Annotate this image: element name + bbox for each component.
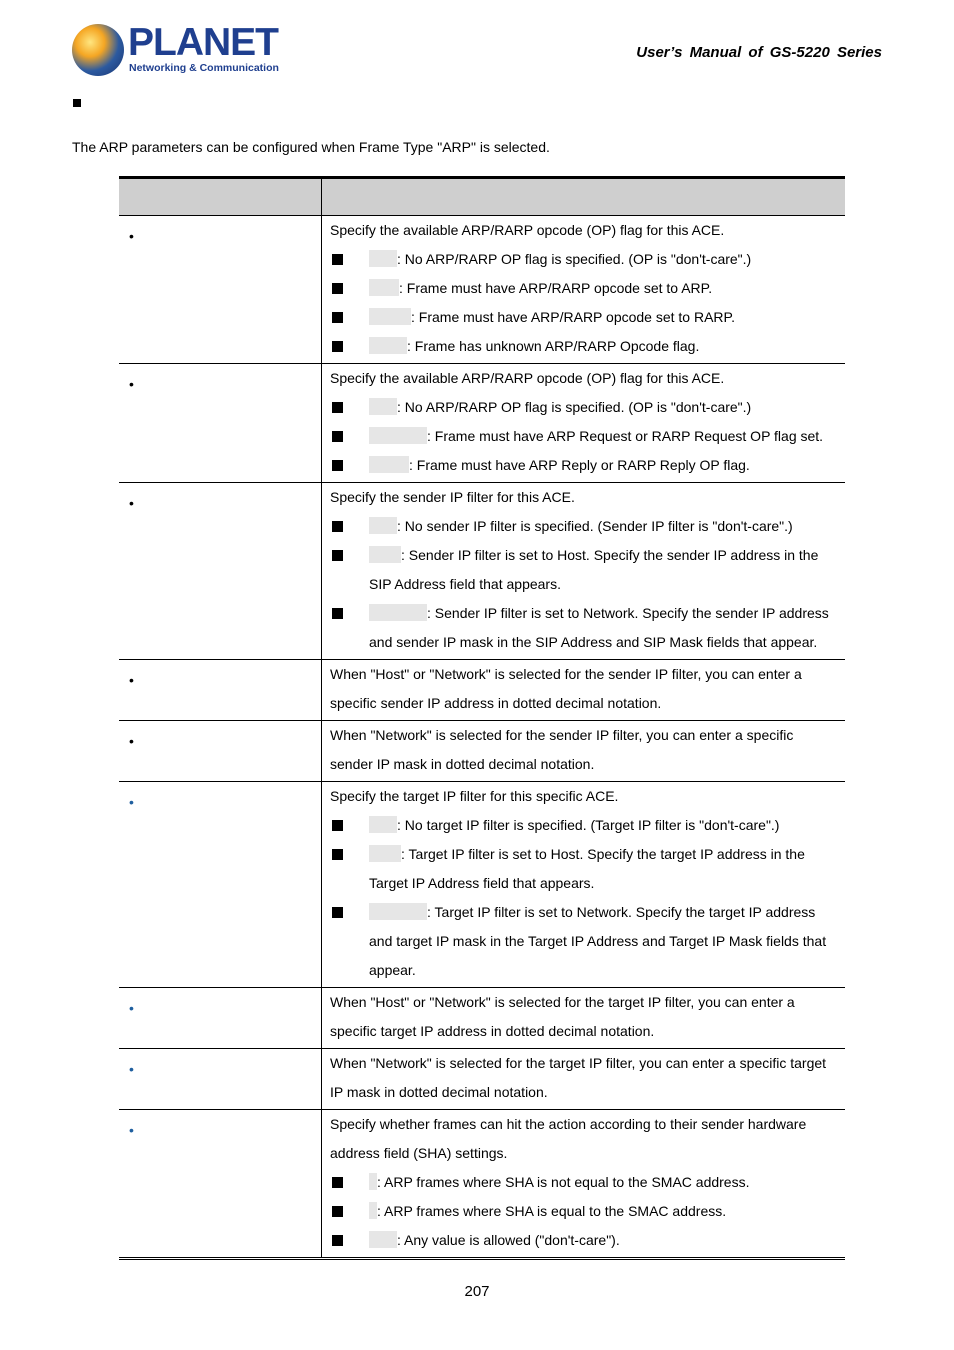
object-cell	[119, 216, 322, 364]
option-text: : Frame must have ARP Reply or RARP Reply OP flag.	[409, 457, 750, 473]
description-line: Specify the target IP filter for this specific ACE.	[330, 788, 619, 804]
option-text: : Frame has unknown ARP/RARP Opcode flag.	[407, 338, 700, 354]
object-cell	[119, 1049, 322, 1110]
description-line: Specify the available ARP/RARP opcode (OP) flag for this ACE.	[330, 370, 725, 386]
option-value-highlight	[369, 1173, 377, 1190]
option-value-highlight	[369, 398, 397, 415]
description-line: address field (SHA) settings.	[330, 1145, 508, 1161]
object-cell	[119, 660, 322, 721]
table-row	[119, 660, 845, 721]
option-text: : Sender IP filter is set to Network. Specify the sender IP address	[427, 605, 829, 621]
square-bullet-icon	[332, 431, 343, 442]
bullet-icon: •	[129, 495, 134, 511]
description-line: Specify the available ARP/RARP opcode (OP) flag for this ACE.	[330, 222, 725, 238]
header-cell-description	[322, 178, 846, 216]
description-line: specific target IP address in dotted decimal notation.	[330, 1023, 655, 1039]
option-text: : Frame must have ARP Request or RARP Request OP flag set.	[427, 428, 824, 444]
option-text: : No ARP/RARP OP flag is specified. (OP is "don't-care".)	[397, 251, 752, 267]
bullet-icon: •	[129, 1122, 134, 1138]
logo-tagline: Networking & Communication	[129, 62, 279, 74]
description-cell	[322, 364, 846, 483]
option-text: : ARP frames where SHA is not equal to the SMAC address.	[377, 1174, 750, 1190]
description-cell	[322, 660, 846, 721]
description-cell	[322, 721, 846, 782]
square-bullet-icon	[332, 608, 343, 619]
object-cell	[119, 483, 322, 660]
option-text: : Target IP filter is set to Network. Specify the target IP address	[427, 904, 816, 920]
square-bullet-icon	[332, 1177, 343, 1188]
option-value-highlight	[369, 1231, 397, 1248]
option-item	[330, 422, 837, 451]
option-text: : No target IP filter is specified. (Target IP filter is "don't-care".)	[397, 817, 780, 833]
square-bullet-icon	[332, 550, 343, 561]
bullet-icon: •	[129, 228, 134, 244]
bullet-icon: •	[129, 794, 134, 810]
object-cell	[119, 782, 322, 988]
option-value-highlight	[369, 427, 427, 444]
option-text: : ARP frames where SHA is equal to the SMAC address.	[377, 1203, 727, 1219]
description-line: When "Host" or "Network" is selected for the target IP filter, you can enter a	[330, 994, 795, 1010]
object-cell	[119, 364, 322, 483]
manual-title: User’s Manual of GS-5220 Series	[636, 44, 882, 61]
bullet-icon: •	[129, 733, 134, 749]
option-text: : Frame must have ARP/RARP opcode set to ARP.	[399, 280, 713, 296]
option-value-highlight	[369, 845, 401, 862]
option-item	[330, 1197, 837, 1226]
option-value-highlight	[369, 337, 407, 354]
intro-text: The ARP parameters can be configured when Frame Type "ARP" is selected.	[72, 139, 550, 155]
option-text: : No ARP/RARP OP flag is specified. (OP is "don't-care".)	[397, 399, 752, 415]
option-text: : Any value is allowed ("don't-care").	[397, 1232, 620, 1248]
option-text: : Target IP filter is set to Host. Specify the target IP address in the	[401, 846, 805, 862]
square-bullet-icon	[332, 820, 343, 831]
parameter-table	[119, 176, 845, 1260]
square-bullet-icon	[332, 312, 343, 323]
option-continuation: SIP Address field that appears.	[369, 576, 561, 592]
table-row	[119, 721, 845, 782]
option-item	[330, 1168, 837, 1197]
bullet-icon: •	[129, 376, 134, 392]
option-value-highlight	[369, 308, 411, 325]
option-value-highlight	[369, 604, 427, 621]
square-bullet-icon	[332, 1235, 343, 1246]
bullet-icon: •	[129, 1000, 134, 1016]
option-text: : No sender IP filter is specified. (Sender IP filter is "don't-care".)	[397, 518, 793, 534]
option-value-highlight	[369, 546, 401, 563]
description-line: When "Network" is selected for the sender IP filter, you can enter a specific	[330, 727, 794, 743]
option-continuation: and sender IP mask in the SIP Address and SIP Mask fields that appear.	[369, 634, 818, 650]
description-line: IP mask in dotted decimal notation.	[330, 1084, 548, 1100]
option-item	[330, 332, 837, 361]
description-cell	[322, 216, 846, 364]
option-item	[330, 393, 837, 422]
globe-icon	[72, 24, 124, 76]
description-cell	[322, 782, 846, 988]
square-bullet-icon	[332, 907, 343, 918]
description-cell	[322, 1049, 846, 1110]
description-cell	[322, 483, 846, 660]
header-cell-object	[119, 178, 322, 216]
bullet-icon: •	[129, 1061, 134, 1077]
square-bullet-icon	[332, 341, 343, 352]
description-line: When "Network" is selected for the target IP filter, you can enter a specific target	[330, 1055, 827, 1071]
option-value-highlight	[369, 816, 397, 833]
square-bullet-icon	[73, 99, 81, 107]
option-item	[330, 451, 837, 480]
table-row	[119, 364, 845, 483]
option-continuation: Target IP Address field that appears.	[369, 875, 595, 891]
object-cell	[119, 988, 322, 1049]
logo-text: PLANET	[128, 21, 278, 64]
table-row	[119, 483, 845, 660]
option-continuation: and target IP mask in the Target IP Address and Target IP Mask fields that	[369, 933, 827, 949]
planet-logo	[72, 21, 279, 78]
bullet-icon: •	[129, 672, 134, 688]
option-item	[330, 274, 837, 303]
page-number: 207	[464, 1283, 490, 1300]
table-header	[119, 178, 845, 216]
option-item	[330, 898, 837, 927]
square-bullet-icon	[332, 849, 343, 860]
option-value-highlight	[369, 1202, 377, 1219]
option-item	[330, 599, 837, 628]
object-cell	[119, 721, 322, 782]
option-value-highlight	[369, 517, 397, 534]
table-row	[119, 216, 845, 364]
square-bullet-icon	[332, 283, 343, 294]
option-value-highlight	[369, 903, 427, 920]
description-cell	[322, 1110, 846, 1259]
square-bullet-icon	[332, 460, 343, 471]
option-item	[330, 840, 837, 869]
table-row	[119, 782, 845, 988]
option-item	[330, 811, 837, 840]
description-line: Specify the sender IP filter for this ACE.	[330, 489, 575, 505]
description-cell	[322, 988, 846, 1049]
square-bullet-icon	[332, 1206, 343, 1217]
square-bullet-icon	[332, 521, 343, 532]
option-value-highlight	[369, 456, 409, 473]
option-item	[330, 245, 837, 274]
description-line: When "Host" or "Network" is selected for the sender IP filter, you can enter a	[330, 666, 802, 682]
option-text: : Frame must have ARP/RARP opcode set to RARP.	[411, 309, 735, 325]
option-text: : Sender IP filter is set to Host. Specify the sender IP address in the	[401, 547, 819, 563]
description-line: sender IP mask in dotted decimal notation.	[330, 756, 595, 772]
option-item	[330, 303, 837, 332]
option-value-highlight	[369, 250, 397, 267]
table-row	[119, 988, 845, 1049]
square-bullet-icon	[332, 254, 343, 265]
square-bullet-icon	[332, 402, 343, 413]
description-line: Specify whether frames can hit the action according to their sender hardware	[330, 1116, 807, 1132]
option-continuation: appear.	[369, 962, 416, 978]
option-item	[330, 512, 837, 541]
description-line: specific sender IP address in dotted decimal notation.	[330, 695, 662, 711]
table-row	[119, 1110, 845, 1259]
table-row	[119, 1049, 845, 1110]
object-cell	[119, 1110, 322, 1259]
option-item	[330, 1226, 837, 1255]
option-item	[330, 541, 837, 570]
option-value-highlight	[369, 279, 399, 296]
